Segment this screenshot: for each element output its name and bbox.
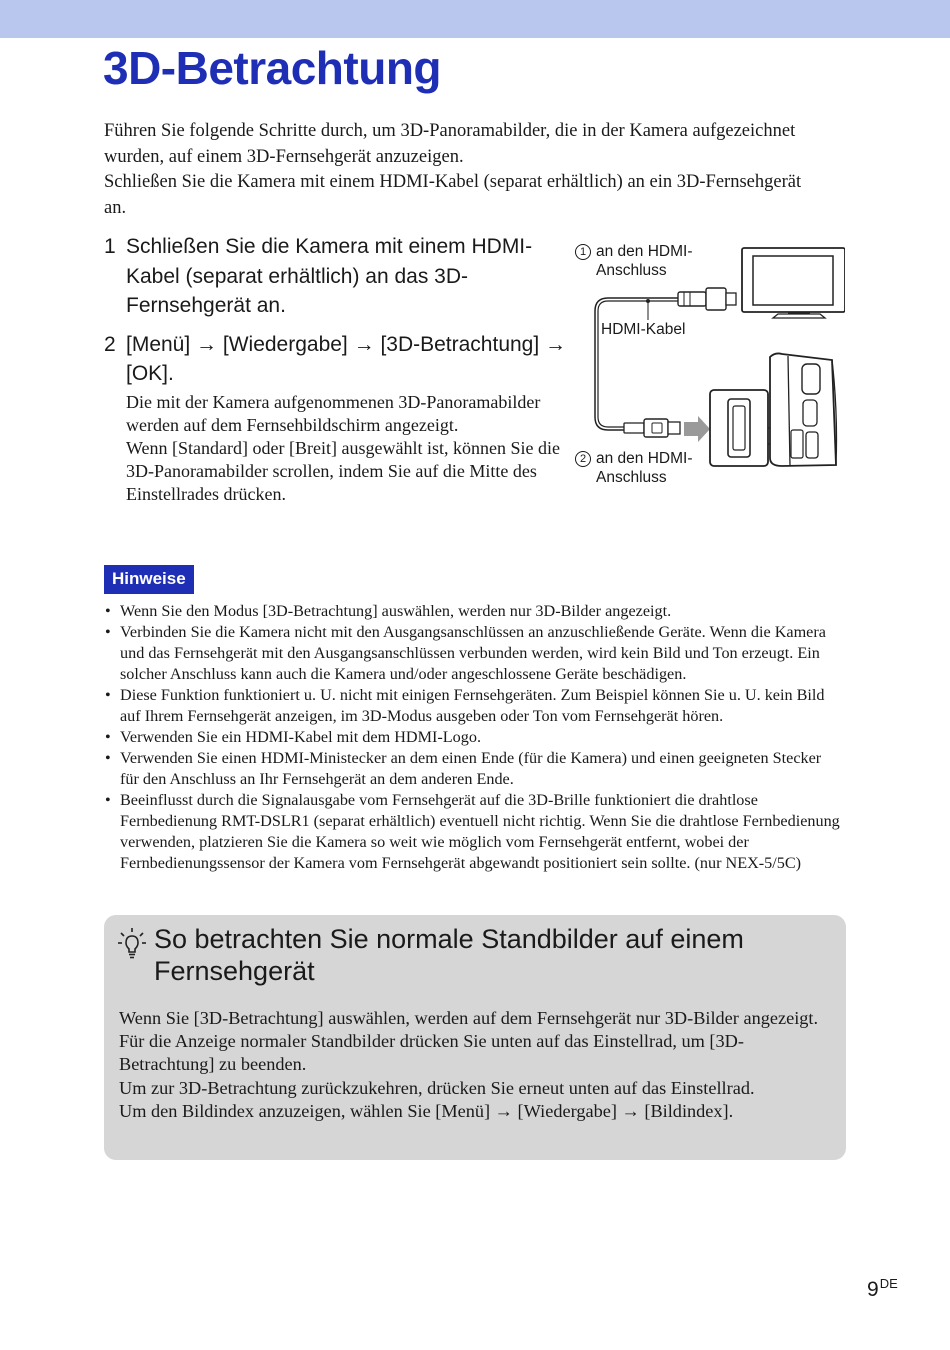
circled-number: 1 [575,244,591,260]
note-item: • Diese Funktion funktioniert u. U. nicht mit einigen Fernsehgeräten. Zum Beispiel können Sie u. U. kein Bild auf Ihrem Fernsehgerät anzeigen, im 3D-Modus ausgeben oder Ton vom Fernsehgerät hören. [104,685,844,727]
hdmi-connection-diagram [570,232,845,502]
note-item: • Verwenden Sie einen HDMI-Ministecker an dem einen Ende (für die Kamera) und einen geeigneten Stecker für den Anschluss an Ihr Fernsehgerät an dem anderen Ende. [104,748,844,790]
intro-paragraph: Führen Sie folgende Schritte durch, um 3D-Panoramabilder, die in der Kamera aufgezeichnet wurden, auf einem 3D-Fernsehgerät anzuzeigen. [104,121,796,167]
note-item: • Wenn Sie den Modus [3D-Betrachtung] auswählen, werden nur 3D-Bilder angezeigt. [104,601,844,622]
notes-heading: Hinweise [104,565,194,594]
intro-text [104,119,804,221]
tip-paragraph: Für die Anzeige normaler Standbilder drücken Sie unten auf das Einstellrad, um [3D-Betrachtung] zu beenden. [119,1031,744,1075]
tip-body [119,1007,819,1123]
step-number: 2 [104,332,116,356]
step-description-paragraph: Wenn [Standard] oder [Breit] ausgewählt ist, können Sie die 3D-Panoramabilder scrollen, indem Sie auf die Mitte des Einstellrades drücken. [126,437,560,505]
note-item: • Beeinflusst durch die Signalausgabe vom Fernsehgerät auf die 3D-Brille funktioniert die drahtlose Fernbedienung RMT-DSLR1 (separat erhältlich) eventuell nicht richtig. Wenn Sie die drahtlose Fernbedienung verwenden, platzieren Sie die Kamera so weit wie möglich vom Fernsehgerät entfernt, wobei der Fernbedienungssensor der Kamera vom Fernsehgerät abgewandt positioniert sein sollte. (nur NEX-5/5C) [104,790,844,874]
direction-arrow-icon [684,416,710,442]
tv-icon [742,248,845,318]
cable-label: HDMI-Kabel [601,321,686,338]
page-title: 3D-Betrachtung [103,42,442,94]
step-2-description [126,391,569,507]
tip-title: So betrachten Sie normale Standbilder auf einem Fernsehgerät [154,924,744,986]
page-number [867,1276,898,1302]
notes-list [104,601,844,874]
camera-icon [770,353,837,466]
step-2 [104,330,569,389]
tip-paragraph: Um zur 3D-Betrachtung zurückzukehren, drücken Sie erneut unten auf das Einstellrad. [119,1077,755,1098]
step-description-paragraph: Die mit der Kamera aufgenommenen 3D-Panoramabilder werden auf dem Fernsehbildschirm angezeigt. [126,391,541,435]
step-number: 1 [104,235,116,258]
page-number-value: 9 [867,1278,879,1301]
hdmi-plug-icon [678,288,736,310]
tip-paragraph: Wenn Sie [3D-Betrachtung] auswählen, werden auf dem Fernsehgerät nur 3D-Bilder angezeigt. [119,1008,819,1028]
tip-paragraph: Um den Bildindex anzuzeigen, wählen Sie [Menü] → [Wiedergabe] → [Bildindex]. [119,1100,734,1121]
step-text: [Menü] → [Wiedergabe] → [3D-Betrachtung] → [OK]. [126,332,567,385]
page-language-code: DE [879,1276,898,1291]
port-label-2-text: an den HDMI- Anschluss [596,450,693,486]
circled-number: 2 [575,451,591,467]
tip-box [104,915,846,1160]
header-band [0,0,950,38]
lightbulb-icon [118,927,146,959]
step-1 [104,232,569,321]
steps-list [104,232,569,507]
step-text: Schließen Sie die Kamera mit einem HDMI-Kabel (separat erhältlich) an das 3D-Fernsehgerät an. [126,235,533,317]
intro-paragraph: Schließen Sie die Kamera mit einem HDMI-Kabel (separat erhältlich) an ein 3D-Fernsehgerät an. [104,172,802,218]
mini-hdmi-plug-icon [624,419,680,437]
port-label-1-text: an den HDMI- Anschluss [596,243,693,279]
note-item: • Verbinden Sie die Kamera nicht mit den Ausgangsanschlüssen an anzuschließende Geräte. Wenn die Kamera und das Fernsehgerät mit den Ausgangsanschlüssen verbunden werden, wird kein Bild und Ton erzeugt. Ein solcher Anschluss kann auch die Kamera und/oder angeschlossene Geräte beschädigen. [104,622,844,685]
port-label-1 [575,242,725,280]
port-label-2 [575,449,725,487]
note-item: • Verwenden Sie ein HDMI-Kabel mit dem HDMI-Logo. [104,727,844,748]
cable-line [595,298,680,430]
